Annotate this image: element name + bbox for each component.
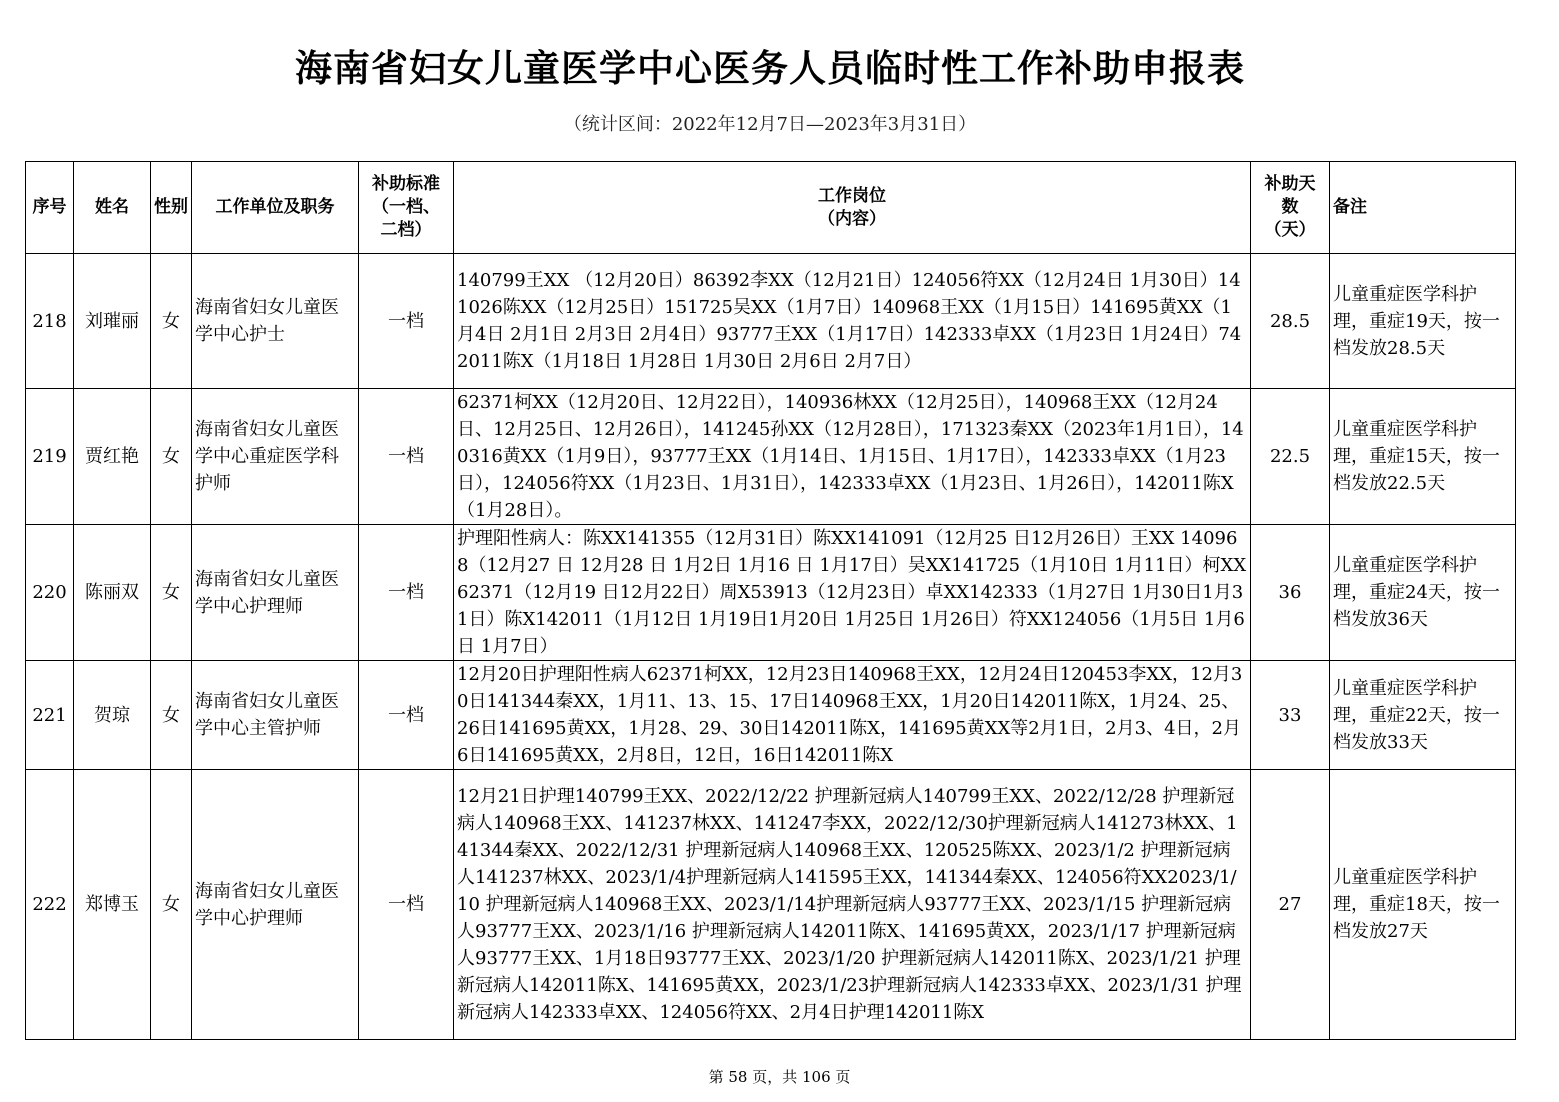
cell-name: 刘璀丽: [74, 254, 151, 389]
cell-unit: 海南省妇女儿童医学中心主管护师: [192, 661, 359, 770]
table-row: [26, 661, 1516, 770]
header-gender: 性别: [151, 162, 192, 254]
cell-seq: 221: [26, 661, 74, 770]
header-post-line-1: 工作岗位: [818, 185, 886, 206]
header-unit: 工作单位及职务: [192, 162, 359, 254]
cell-level: 一档: [359, 770, 454, 1040]
table-row: [26, 525, 1516, 661]
header-level-line-1: 补助标准: [372, 174, 440, 194]
cell-note: 儿童重症医学科护理，重症18天，按一档发放27天: [1330, 770, 1516, 1040]
cell-unit: 海南省妇女儿童医学中心护理师: [192, 525, 359, 661]
header-seq: 序号: [26, 162, 74, 254]
cell-unit: 海南省妇女儿童医学中心护士: [192, 254, 359, 389]
cell-name: 贾红艳: [74, 389, 151, 525]
table-row: [26, 254, 1516, 389]
cell-note: 儿童重症医学科护理，重症19天，按一档发放28.5天: [1330, 254, 1516, 389]
table-row: [26, 770, 1516, 1040]
header-level: [359, 162, 454, 254]
cell-gender: 女: [151, 389, 192, 525]
cell-days: 22.5: [1251, 389, 1330, 525]
header-level-line-2: （一档、: [372, 197, 440, 217]
header-post-line-2: （内容）: [818, 208, 886, 229]
table-row: [26, 389, 1516, 525]
cell-seq: 219: [26, 389, 74, 525]
statistics-period: （统计区间：2022年12月7日—2023年3月31日）: [563, 114, 977, 135]
subsidy-table: [25, 161, 1516, 1040]
cell-post: 140799王XX （12月20日）86392李XX（12月21日）124056符XX（12月24日 1月30日）141026陈XX（12月25日）151725吴XX（1月7日）140968王XX（1月15日）141695黄XX（1月4日 2月1日 2月3日 2月4日）93777王XX（1月17日）142333卓XX（1月23日 1月24日）742011陈X（1月18日 1月28日 1月30日 2月6日 2月7日）: [454, 254, 1251, 389]
cell-post: 12月21日护理140799王XX、2022/12/22 护理新冠病人140799王XX、2022/12/28 护理新冠病人140968王XX、141237林XX、141247李XX，2022/12/30护理新冠病人141273林XX、141344秦XX、2022/12/31 护理新冠病人140968王XX、120525陈XX、2023/1/2 护理新冠病人141237林XX、2023/1/4护理新冠病人141595王XX，141344秦XX、124056符XX2023/1/10 护理新冠病人140968王XX、2023/1/14护理新冠病人93777王XX、2023/1/15 护理新冠病人93777王XX、2023/1/16 护理新冠病人142011陈X、141695黄XX，2023/1/17 护理新冠病人93777王XX、1月18日93777王XX、2023/1/20 护理新冠病人142011陈X、2023/1/21 护理新冠病人142011陈X、141695黄XX，2023/1/23护理新冠病人142333卓XX、2023/1/31 护理新冠病人142333卓XX、124056符XX、2月4日护理142011陈X: [454, 770, 1251, 1040]
cell-days: 33: [1251, 661, 1330, 770]
cell-unit: 海南省妇女儿童医学中心重症医学科护师: [192, 389, 359, 525]
cell-seq: 220: [26, 525, 74, 661]
cell-post: 护理阳性病人：陈XX141355（12月31日）陈XX141091（12月25 日12月26日）王XX 140968（12月27 日 12月28 日 1月2日 1月16 日 1月17日）吴XX141725（1月10日 1月11日）柯XX 62371（12月19 日12月22日）周X53913（12月23日）卓XX142333（1月27日 1月30日1月31日）陈X142011（1月12日 1月19日1月20日 1月25日 1月26日）符XX124056（1月5日 1月6日 1月7日）: [454, 525, 1251, 661]
page-title: 海南省妇女儿童医学中心医务人员临时性工作补助申报表: [295, 47, 1245, 90]
cell-gender: 女: [151, 254, 192, 389]
cell-level: 一档: [359, 389, 454, 525]
cell-name: 陈丽双: [74, 525, 151, 661]
cell-note: 儿童重症医学科护理，重症15天，按一档发放22.5天: [1330, 389, 1516, 525]
cell-seq: 222: [26, 770, 74, 1040]
header-days-line-1: 补助天: [1264, 174, 1316, 194]
cell-days: 28.5: [1251, 254, 1330, 389]
header-days-line-3: （天）: [1264, 220, 1316, 240]
header-days-line-2: 数: [1281, 197, 1299, 217]
cell-note: 儿童重症医学科护理，重症24天，按一档发放36天: [1330, 525, 1516, 661]
cell-name: 贺琼: [74, 661, 151, 770]
header-days: [1251, 162, 1330, 254]
page-footer: 第 58 页，共 106 页: [708, 1068, 851, 1086]
header-level-line-3: 二档）: [380, 220, 432, 240]
table-header-row: [26, 162, 1516, 254]
cell-level: 一档: [359, 254, 454, 389]
cell-post: 62371柯XX（12月20日、12月22日），140936林XX（12月25日），140968王XX（12月24日、12月25日、12月26日），141245孙XX（12月28日），171323秦XX（2023年1月1日），140316黄XX（1月9日），93777王XX（1月14日、1月15日、1月17日），142333卓XX（1月23日），124056符XX（1月23日、1月31日），142333卓XX（1月23日、1月26日），142011陈X（1月28日）。: [454, 389, 1251, 525]
cell-name: 郑博玉: [74, 770, 151, 1040]
cell-seq: 218: [26, 254, 74, 389]
cell-gender: 女: [151, 525, 192, 661]
header-note: 备注: [1330, 162, 1516, 254]
cell-days: 27: [1251, 770, 1330, 1040]
cell-level: 一档: [359, 661, 454, 770]
header-post: [454, 162, 1251, 254]
cell-post: 12月20日护理阳性病人62371柯XX，12月23日140968王XX，12月24日120453李XX，12月30日141344秦XX，1月11、13、15、17日140968王XX，1月20日142011陈X，1月24、25、26日141695黄XX，1月28、29、30日142011陈X，141695黄XX等2月1日，2月3、4日，2月6日141695黄XX，2月8日，12日，16日142011陈X: [454, 661, 1251, 770]
cell-gender: 女: [151, 770, 192, 1040]
cell-unit: 海南省妇女儿童医学中心护理师: [192, 770, 359, 1040]
cell-days: 36: [1251, 525, 1330, 661]
header-name: 姓名: [74, 162, 151, 254]
cell-level: 一档: [359, 525, 454, 661]
cell-note: 儿童重症医学科护理，重症22天，按一档发放33天: [1330, 661, 1516, 770]
cell-gender: 女: [151, 661, 192, 770]
